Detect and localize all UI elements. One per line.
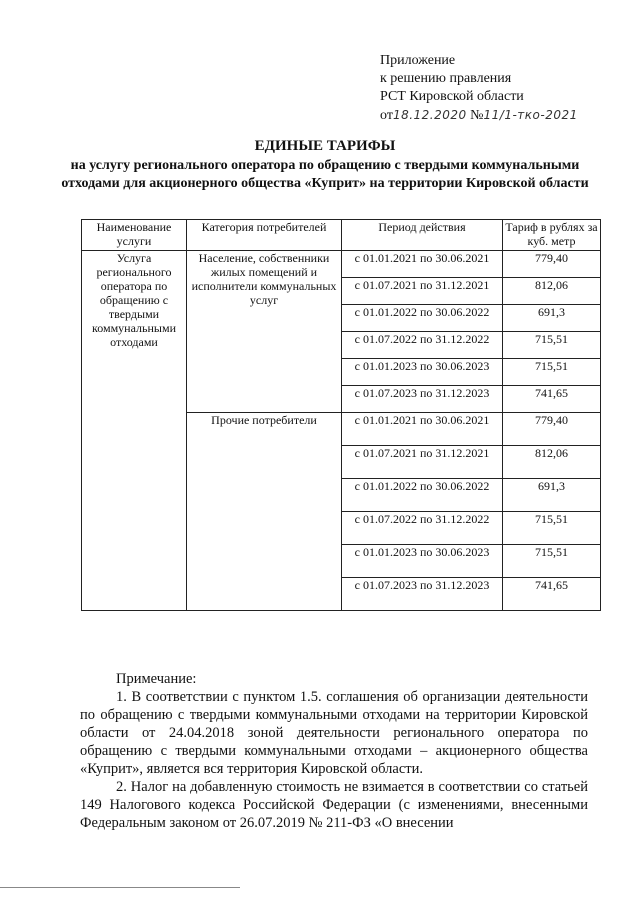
table-row	[82, 251, 601, 278]
handwritten-date: 18.12.2020	[392, 108, 467, 122]
appendix-block	[380, 52, 578, 125]
tariff-cell: 715,51	[503, 545, 601, 578]
appendix-line-1: Приложение	[380, 53, 456, 68]
note-item-1: 1. В соответствии с пунктом 1.5. соглашения об организации деятельности по обращению с твердыми коммунальными отходами на территории Кировской области от 24.04.2018 зоной деятельности регионального оператора по обращению с твердыми коммунальными отходами – акционерного общества «Куприт», является вся территория Кировской области.	[80, 689, 588, 777]
notes-heading: Примечание:	[116, 671, 197, 687]
period-cell: с 01.01.2021 по 30.06.2021	[342, 413, 503, 446]
header-period: Период действия	[342, 220, 503, 251]
period-cell: с 01.07.2023 по 31.12.2023	[342, 386, 503, 413]
period-cell: с 01.01.2022 по 30.06.2022	[342, 305, 503, 332]
period-cell: с 01.07.2021 по 31.12.2021	[342, 278, 503, 305]
appendix-date-line	[380, 106, 578, 125]
period-cell: с 01.07.2022 по 31.12.2022	[342, 332, 503, 359]
header-service: Наименование услуги	[82, 220, 187, 251]
tariff-cell: 715,51	[503, 512, 601, 545]
notes-section	[80, 670, 588, 832]
tariff-cell: 715,51	[503, 332, 601, 359]
document-title: ЕДИНЫЕ ТАРИФЫ	[254, 138, 396, 154]
category-cell: Прочие потребители	[187, 413, 342, 611]
tariff-cell: 779,40	[503, 413, 601, 446]
category-cell: Население, собственники жилых помещений и исполнители коммунальных услуг	[187, 251, 342, 413]
appendix-line-3: РСТ Кировской области	[380, 89, 524, 104]
period-cell: с 01.01.2021 по 30.06.2021	[342, 251, 503, 278]
date-prefix: от	[380, 108, 393, 123]
period-cell: с 01.01.2022 по 30.06.2022	[342, 479, 503, 512]
header-category: Категория потребителей	[187, 220, 342, 251]
tariff-cell: 691,3	[503, 305, 601, 332]
number-sign: №	[470, 108, 484, 123]
document-subtitle: на услугу регионального оператора по обращению с твердыми коммунальными отходами для акционерного общества «Куприт» на территории Кировской области	[61, 158, 589, 191]
tariff-cell: 741,65	[503, 578, 601, 611]
tariff-cell: 812,06	[503, 446, 601, 479]
handwritten-number: 11/1-тко-2021	[483, 108, 578, 122]
appendix-line-2: к решению правления	[380, 71, 512, 86]
tariff-cell: 715,51	[503, 359, 601, 386]
tariff-cell: 812,06	[503, 278, 601, 305]
note-item-2: 2. Налог на добавленную стоимость не взимается в соответствии со статьей 149 Налогового кодекса Российской Федерации (с изменениями, внесенными Федеральным законом от 26.07.2019 № 211-ФЗ «О внесении	[80, 779, 588, 831]
tariff-cell: 779,40	[503, 251, 601, 278]
period-cell: с 01.07.2022 по 31.12.2022	[342, 512, 503, 545]
header-tariff: Тариф в рублях за куб. метр	[503, 220, 601, 251]
service-name-cell: Услуга регионального оператора по обращению с твердыми коммунальными отходами	[82, 251, 187, 611]
footer-divider	[0, 887, 240, 888]
tariff-table	[81, 219, 601, 611]
period-cell: с 01.07.2023 по 31.12.2023	[342, 578, 503, 611]
period-cell: с 01.07.2021 по 31.12.2021	[342, 446, 503, 479]
tariff-cell: 691,3	[503, 479, 601, 512]
period-cell: с 01.01.2023 по 30.06.2023	[342, 359, 503, 386]
period-cell: с 01.01.2023 по 30.06.2023	[342, 545, 503, 578]
table-header-row	[82, 220, 601, 251]
tariff-cell: 741,65	[503, 386, 601, 413]
